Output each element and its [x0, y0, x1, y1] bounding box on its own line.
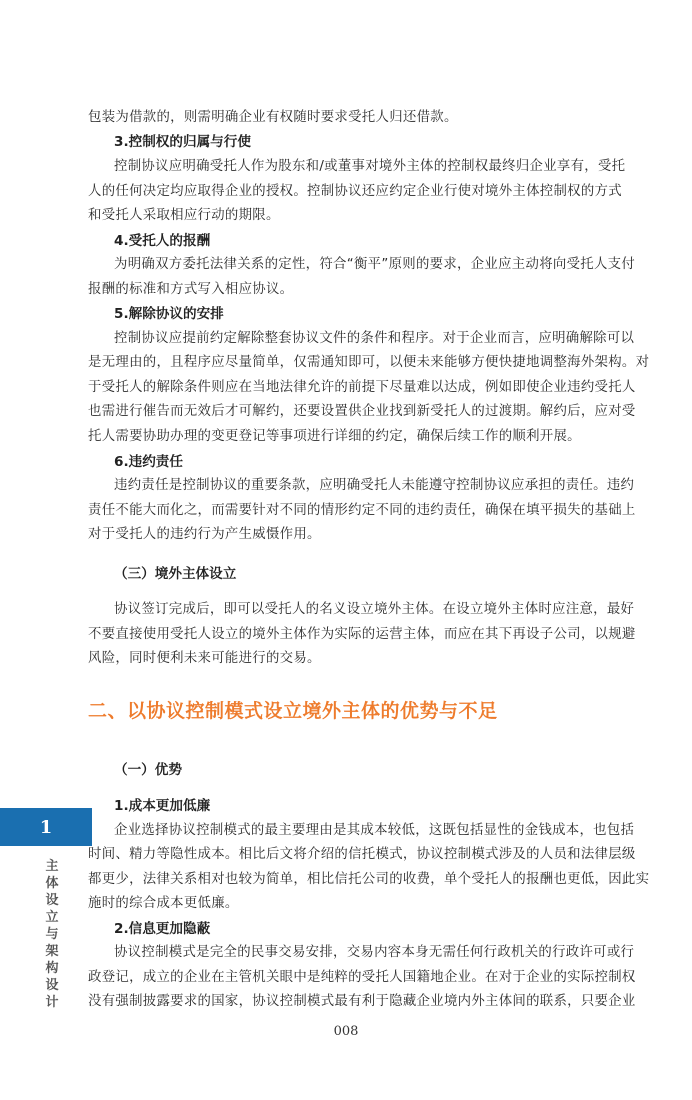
- text-line: 报酬的标准和方式写入相应协议。: [88, 282, 294, 297]
- text-line: 是无理由的，且程序应尽量简单，仅需通知即可，以便未来能够方便快捷地调整海外架构。对: [88, 355, 650, 370]
- text-line: 人的任何决定均应取得企业的授权。控制协议还应约定企业行使对境外主体控制权的方式: [88, 184, 622, 199]
- section-heading: （一）优势: [114, 762, 182, 778]
- text-line: 托人需要协助办理的变更登记等事项进行详细的约定，确保后续工作的顺利开展。: [88, 429, 581, 444]
- side-title-char: 立: [45, 910, 59, 925]
- side-title-char: 主: [45, 859, 59, 874]
- chapter-tab: [0, 808, 92, 846]
- side-title-char: 体: [45, 876, 59, 891]
- chapter-heading: 二、以协议控制模式设立境外主体的优势与不足: [88, 700, 498, 722]
- text-line: 也需进行催告而无效后才可解约，还要设置供企业找到新受托人的过渡期。解约后，应对受: [88, 404, 636, 419]
- text-line: 为明确双方委托法律关系的定性，符合“衡平”原则的要求，企业应主动将向受托人支付: [114, 257, 636, 272]
- text-line: 不要直接使用受托人设立的境外主体作为实际的运营主体，而应在其下再设子公司，以规避: [88, 627, 636, 642]
- text-line: 于受托人的解除条件则应在当地法律允许的前提下尽量难以达成，例如即使企业违约受托人: [88, 380, 636, 395]
- text-line: 协议签订完成后，即可以受托人的名义设立境外主体。在设立境外主体时应注意，最好: [114, 602, 635, 617]
- subheading: 6.违约责任: [114, 454, 183, 470]
- chapter-side-title: [44, 858, 60, 1011]
- text-line: 企业选择协议控制模式的最主要理由是其成本较低，这既包括显性的金钱成本，也包括: [114, 823, 635, 838]
- text-line: 对于受托人的违约行为产生威慑作用。: [88, 527, 321, 542]
- text-line: 责任不能大而化之，而需要针对不同的情形约定不同的违约责任，确保在填平损失的基础上: [88, 503, 636, 518]
- side-title-char: 计: [45, 995, 59, 1010]
- subheading: 5.解除协议的安排: [114, 306, 224, 322]
- subheading: 4.受托人的报酬: [114, 233, 211, 249]
- text-line: 违约责任是控制协议的重要条款，应明确受托人未能遵守控制协议应承担的责任。违约: [114, 478, 635, 493]
- text-line: 控制协议应明确受托人作为股东和/或董事对境外主体的控制权最终归企业享有，受托: [114, 159, 626, 174]
- side-title-char: 设: [45, 978, 59, 993]
- text-line: 政登记，成立的企业在主管机关眼中是纯粹的受托人国籍地企业。在对于企业的实际控制权: [88, 970, 636, 985]
- text-line: 时间、精力等隐性成本。相比后文将介绍的信托模式，协议控制模式涉及的人员和法律层级: [88, 847, 636, 862]
- text-line: 控制协议应提前约定解除整套协议文件的条件和程序。对于企业而言，应明确解除可以: [114, 331, 635, 346]
- subheading: 1.成本更加低廉: [114, 798, 211, 814]
- text-line: 协议控制模式是完全的民事交易安排，交易内容本身无需任何行政机关的行政许可或行: [114, 945, 635, 960]
- subheading: 2.信息更加隐蔽: [114, 921, 211, 937]
- subheading: 3.控制权的归属与行使: [114, 134, 251, 150]
- section-heading: （三）境外主体设立: [114, 566, 237, 582]
- side-title-char: 构: [45, 961, 59, 976]
- text-line: 没有强制披露要求的国家，协议控制模式最有利于隐藏企业境内外主体间的联系，只要企业: [88, 994, 636, 1009]
- chapter-number: 1: [39, 816, 53, 838]
- page-number: 008: [333, 1024, 359, 1039]
- side-title-char: 架: [45, 944, 59, 959]
- text-line: 风险，同时便利未来可能进行的交易。: [88, 651, 321, 666]
- text-line: 都更少，法律关系相对也较为简单，相比信托公司的收费，单个受托人的报酬也更低，因此实: [88, 872, 650, 887]
- text-line: 和受托人采取相应行动的期限。: [88, 208, 280, 223]
- text-line: 施时的综合成本更低廉。: [88, 896, 239, 911]
- text-line: 包装为借款的，则需明确企业有权随时要求受托人归还借款。: [88, 110, 458, 125]
- side-title-char: 与: [45, 927, 59, 942]
- side-title-char: 设: [45, 893, 59, 908]
